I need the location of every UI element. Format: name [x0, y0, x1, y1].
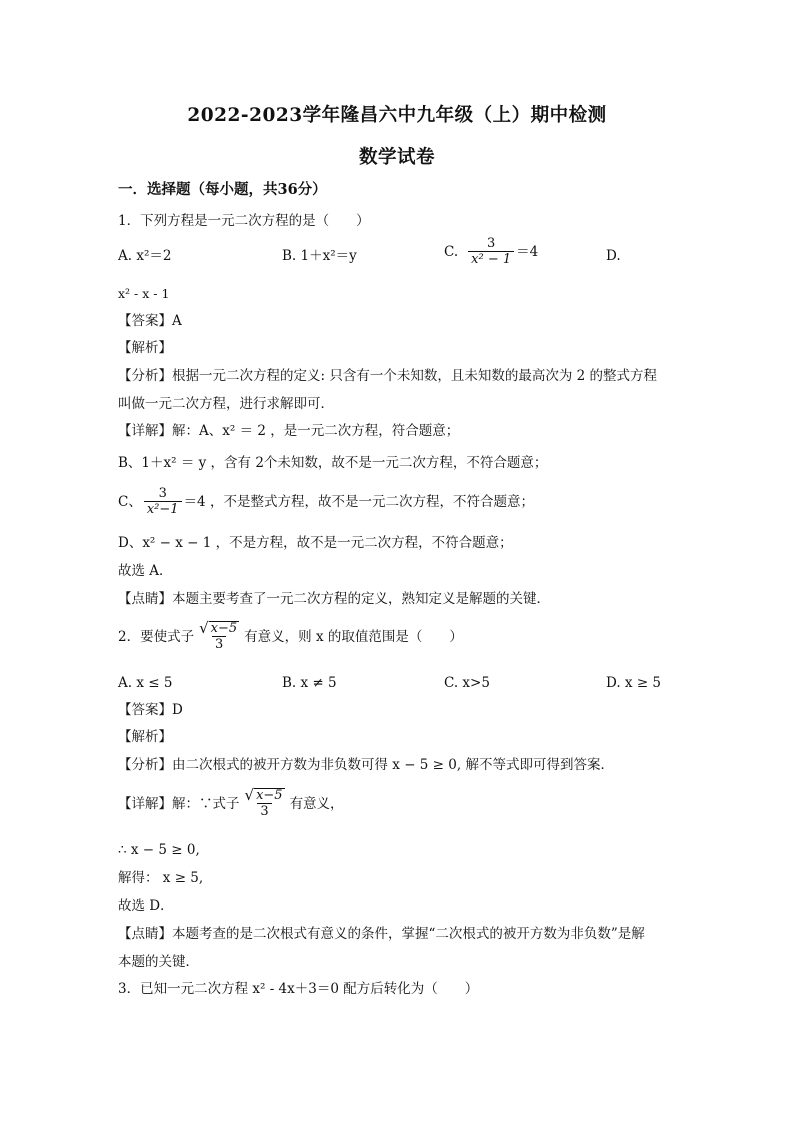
q1-option-c-fraction — [468, 236, 514, 267]
q2-stem-prefix: 2．要使式子 — [118, 628, 195, 645]
sqrt-sign-icon: √ — [244, 786, 255, 804]
q1-option-c-rhs: ＝4 — [516, 243, 539, 260]
q1-detail-b: B、1＋x² ＝ y ，含有 2个未知数，故不是一元二次方程，不符合题意； — [118, 455, 548, 471]
q1-option-d-continued: x² - x - 1 — [118, 286, 170, 301]
q1-option-c-denominator: x² − 1 — [468, 251, 514, 267]
exam-subtitle: 数学试卷 — [358, 147, 435, 168]
q2-stem-denominator: 3 — [212, 636, 226, 652]
q2-analysis: 【分析】由二次根式的被开方数为非负数可得 x − 5 ≥ 0, 解不等式即可得到答案． — [118, 757, 614, 773]
q1-analysis-line-2: 叫做一元二次方程，进行求解即可． — [118, 396, 334, 412]
q1-option-c-numerator: 3 — [486, 236, 496, 251]
q1-conclusion: 故选 A． — [118, 563, 173, 579]
q1-detail-c — [118, 486, 534, 517]
q2-stem-sqrt — [196, 621, 242, 636]
q2-stem-suffix: 有意义，则 x 的取值范围是（ ） — [244, 628, 463, 645]
q3-stem: 3．已知一元二次方程 x² - 4x＋3＝0 配方后转化为（ ） — [118, 981, 479, 997]
q1-analysis-line-1: 【分析】根据一元二次方程的定义: 只含有一个未知数，且未知数的最高次为 2 的整式方程 — [118, 368, 658, 384]
q1-analysis-title: 【解析】 — [118, 340, 172, 356]
q2-option-c: C. x>5 — [444, 675, 490, 691]
q1-detail-c-denominator: x²−1 — [144, 501, 182, 517]
q2-detail-prefix: 【详解】解：∵式子 — [118, 795, 240, 812]
q1-answer: 【答案】A — [118, 313, 182, 329]
q2-stem-radicand: x−5 — [210, 621, 238, 636]
q1-detail-c-rest: ＝4 ，不是整式方程，故不是一元二次方程，不符合题意； — [183, 493, 534, 510]
q2-detail-sqrt — [242, 788, 288, 803]
q1-detail-c-numerator: 3 — [158, 486, 167, 501]
q1-option-c — [444, 236, 538, 267]
q1-option-b: B. 1＋x²＝y — [282, 248, 357, 264]
q1-comment: 【点睛】本题主要考查了一元二次方程的定义，熟知定义是解题的关键． — [118, 591, 550, 607]
q2-answer: 【答案】D — [118, 702, 183, 718]
sqrt-sign-icon: √ — [199, 619, 209, 637]
q1-option-c-label: C. — [444, 243, 459, 260]
q2-conclusion: 故选 D． — [118, 898, 174, 914]
q1-detail-d: D、x² − x − 1 ，不是方程，故不是一元二次方程，不符合题意； — [118, 535, 513, 551]
q2-detail-denominator: 3 — [257, 803, 271, 819]
q1-option-a: A. x²＝2 — [118, 248, 172, 264]
q2-detail-fraction — [242, 788, 288, 819]
section-heading: 一．选择题（每小题，共36分） — [118, 181, 327, 198]
q2-stem-fraction — [196, 621, 242, 652]
q2-stem — [118, 621, 463, 652]
exam-title: 2022-2023学年隆昌六中九年级（上）期中检测 — [187, 105, 607, 126]
q2-comment-line-2: 本题的关键． — [118, 954, 199, 970]
q2-option-a: A. x ≤ 5 — [118, 675, 173, 691]
q2-step-1: ∴ x − 5 ≥ 0, — [118, 842, 200, 858]
q2-detail-suffix: 有意义， — [289, 795, 344, 812]
q2-step-2: 解得： x ≥ 5, — [118, 870, 204, 886]
q1-detail-c-label: C、 — [118, 493, 142, 510]
q2-comment-line-1: 【点睛】本题考查的是二次根式有意义的条件，掌握“二次根式的被开方数为非负数”是解 — [118, 926, 645, 942]
q1-detail-a: 【详解】解：A、x² ＝ 2 ，是一元二次方程，符合题意； — [118, 423, 460, 439]
q1-option-d: D. — [606, 248, 621, 264]
q2-option-d: D. x ≥ 5 — [606, 675, 662, 691]
q1-detail-c-fraction — [144, 486, 182, 517]
q2-detail — [118, 788, 344, 819]
q2-detail-radicand: x−5 — [256, 788, 283, 803]
q2-analysis-title: 【解析】 — [118, 729, 172, 745]
q2-option-b: B. x ≠ 5 — [282, 675, 337, 691]
q1-stem: 1．下列方程是一元二次方程的是（ ） — [118, 213, 370, 229]
